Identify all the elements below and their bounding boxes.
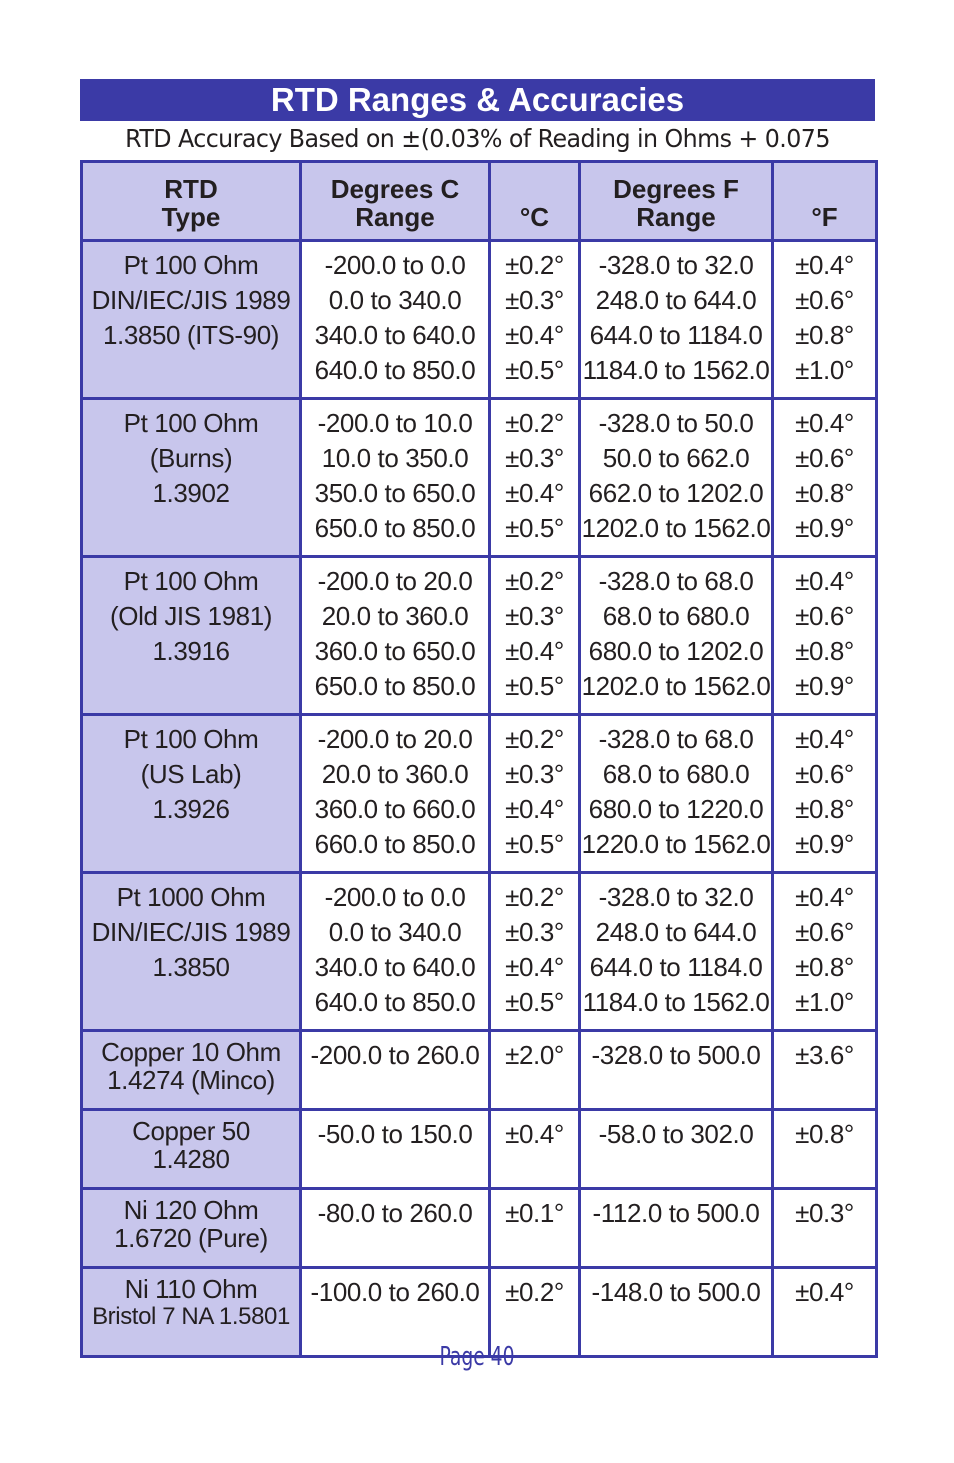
cell-line: ±0.9° bbox=[795, 671, 854, 701]
cell-line: ±0.8° bbox=[795, 636, 854, 666]
cell-line: ±0.4° bbox=[505, 636, 564, 666]
cell-line: -200.0 to 0.0 bbox=[324, 882, 466, 912]
cell-line: ±0.2° bbox=[505, 250, 564, 280]
cell-line: Pt 100 Ohm bbox=[123, 408, 259, 438]
cell-line: ±0.5° bbox=[505, 355, 564, 385]
cell-line: ±0.6° bbox=[795, 759, 854, 789]
cell-line: 1202.0 to 1562.0 bbox=[581, 671, 771, 701]
cell-line: ±0.3° bbox=[795, 1198, 854, 1228]
rtd-type-cell bbox=[82, 557, 301, 715]
accuracy-f-cell bbox=[773, 241, 877, 399]
rtd-type-cell bbox=[82, 1110, 301, 1189]
cell-line: 1.3916 bbox=[152, 636, 230, 666]
cell-line: 1202.0 to 1562.0 bbox=[581, 513, 771, 543]
degrees-f-range-cell bbox=[580, 1110, 773, 1189]
degrees-c-range-cell bbox=[301, 1031, 490, 1110]
cell-line: Bristol 7 NA 1.5801 bbox=[92, 1303, 290, 1330]
cell-line: ±2.0° bbox=[505, 1040, 564, 1070]
cell-line: 1184.0 to 1562.0 bbox=[582, 355, 770, 385]
cell-line: ±0.5° bbox=[505, 987, 564, 1017]
cell-line: -328.0 to 500.0 bbox=[591, 1040, 761, 1070]
cell-line: ±0.4° bbox=[505, 320, 564, 350]
cell-line: 1.3850 bbox=[152, 952, 230, 982]
cell-line: 680.0 to 1202.0 bbox=[588, 636, 764, 666]
cell-line: ±0.4° bbox=[795, 566, 854, 596]
cell-line: ±0.3° bbox=[505, 917, 564, 947]
cell-line: 68.0 to 680.0 bbox=[602, 759, 750, 789]
degrees-c-range-cell bbox=[301, 715, 490, 873]
cell-line: ±0.4° bbox=[505, 794, 564, 824]
cell-line: 1.6720 (Pure) bbox=[114, 1223, 268, 1253]
degrees-c-range-cell bbox=[301, 557, 490, 715]
cell-line: ±0.4° bbox=[795, 1277, 854, 1307]
cell-line: 660.0 to 850.0 bbox=[314, 829, 476, 859]
cell-line: 20.0 to 360.0 bbox=[321, 759, 469, 789]
cell-line: ±0.4° bbox=[795, 250, 854, 280]
cell-line: 20.0 to 360.0 bbox=[321, 601, 469, 631]
accuracy-c-cell bbox=[490, 1189, 580, 1268]
cell-line: ±0.8° bbox=[795, 1119, 854, 1149]
cell-line: ±0.1° bbox=[505, 1198, 564, 1228]
cell-line: ±0.5° bbox=[505, 671, 564, 701]
cell-line: 0.0 to 340.0 bbox=[328, 285, 462, 315]
cell-line: ±0.5° bbox=[505, 829, 564, 859]
cell-line: 340.0 to 640.0 bbox=[314, 952, 476, 982]
cell-line: Copper 50 bbox=[132, 1116, 250, 1146]
cell-line: 1.3902 bbox=[152, 478, 230, 508]
cell-line: ±0.4° bbox=[795, 724, 854, 754]
cell-line: ±0.3° bbox=[505, 285, 564, 315]
cell-line: 1.3926 bbox=[152, 794, 230, 824]
header-rtd-type: RTD Type bbox=[82, 162, 301, 241]
table-row bbox=[82, 1189, 877, 1268]
cell-line: ±0.6° bbox=[795, 601, 854, 631]
table-row bbox=[82, 557, 877, 715]
cell-line: 1.4274 (Minco) bbox=[107, 1065, 275, 1095]
rtd-type-cell bbox=[82, 241, 301, 399]
degrees-c-range-cell bbox=[301, 1110, 490, 1189]
table-row bbox=[82, 715, 877, 873]
cell-line: DIN/IEC/JIS 1989 bbox=[91, 917, 291, 947]
cell-line: (Old JIS 1981) bbox=[109, 601, 273, 631]
accuracy-c-cell bbox=[490, 557, 580, 715]
cell-line: ±0.2° bbox=[505, 566, 564, 596]
degrees-c-range-cell bbox=[301, 399, 490, 557]
accuracy-note: RTD Accuracy Based on ±(0.03% of Reading in Ohms + 0.075 bbox=[125, 124, 830, 153]
cell-line: ±0.8° bbox=[795, 952, 854, 982]
cell-line: -148.0 to 500.0 bbox=[591, 1277, 761, 1307]
cell-line: 340.0 to 640.0 bbox=[314, 320, 476, 350]
degrees-f-range-cell bbox=[580, 1189, 773, 1268]
rtd-type-cell bbox=[82, 399, 301, 557]
accuracy-f-cell bbox=[773, 557, 877, 715]
cell-line: ±0.5° bbox=[505, 513, 564, 543]
accuracy-f-cell bbox=[773, 399, 877, 557]
cell-line: 68.0 to 680.0 bbox=[602, 601, 750, 631]
cell-line: 680.0 to 1220.0 bbox=[588, 794, 764, 824]
rtd-type-cell bbox=[82, 873, 301, 1031]
accuracy-f-cell bbox=[773, 1189, 877, 1268]
accuracy-c-cell bbox=[490, 399, 580, 557]
cell-line: ±0.2° bbox=[505, 408, 564, 438]
cell-line: 360.0 to 660.0 bbox=[314, 794, 476, 824]
cell-line: ±0.9° bbox=[795, 513, 854, 543]
table-row bbox=[82, 1031, 877, 1110]
accuracy-c-cell bbox=[490, 715, 580, 873]
cell-line: ±0.4° bbox=[795, 882, 854, 912]
cell-line: (Burns) bbox=[149, 443, 233, 473]
cell-line: -100.0 to 260.0 bbox=[310, 1277, 480, 1307]
cell-line: 248.0 to 644.0 bbox=[595, 917, 757, 947]
cell-line: ±0.4° bbox=[505, 478, 564, 508]
cell-line: ±0.2° bbox=[505, 724, 564, 754]
rtd-ranges-table bbox=[80, 160, 878, 1358]
cell-line: ±0.8° bbox=[795, 478, 854, 508]
cell-line: -328.0 to 68.0 bbox=[598, 566, 754, 596]
cell-line: ±0.2° bbox=[505, 882, 564, 912]
cell-line: -58.0 to 302.0 bbox=[598, 1119, 754, 1149]
table-row bbox=[82, 399, 877, 557]
degrees-f-range-cell bbox=[580, 873, 773, 1031]
cell-line: ±1.0° bbox=[795, 987, 854, 1017]
cell-line: ±0.3° bbox=[505, 759, 564, 789]
degrees-c-range-cell bbox=[301, 241, 490, 399]
accuracy-c-cell bbox=[490, 1031, 580, 1110]
degrees-f-range-cell bbox=[580, 1031, 773, 1110]
cell-line: 0.0 to 340.0 bbox=[328, 917, 462, 947]
cell-line: -50.0 to 150.0 bbox=[317, 1119, 473, 1149]
cell-line: ±0.4° bbox=[795, 408, 854, 438]
degrees-c-range-cell bbox=[301, 873, 490, 1031]
cell-line: -328.0 to 32.0 bbox=[598, 882, 754, 912]
cell-line: ±0.4° bbox=[505, 952, 564, 982]
rtd-type-cell bbox=[82, 1031, 301, 1110]
degrees-f-range-cell bbox=[580, 399, 773, 557]
cell-line: -80.0 to 260.0 bbox=[317, 1198, 473, 1228]
header-accuracy-c: °C bbox=[490, 162, 580, 241]
degrees-f-range-cell bbox=[580, 557, 773, 715]
cell-line: ±0.6° bbox=[795, 917, 854, 947]
cell-line: -328.0 to 32.0 bbox=[598, 250, 754, 280]
degrees-f-range-cell bbox=[580, 715, 773, 873]
cell-line: 644.0 to 1184.0 bbox=[589, 320, 763, 350]
cell-line: 248.0 to 644.0 bbox=[595, 285, 757, 315]
cell-line: 644.0 to 1184.0 bbox=[589, 952, 763, 982]
cell-line: ±0.8° bbox=[795, 320, 854, 350]
accuracy-f-cell bbox=[773, 873, 877, 1031]
cell-line: 50.0 to 662.0 bbox=[602, 443, 750, 473]
cell-line: ±3.6° bbox=[795, 1040, 854, 1070]
cell-line: -328.0 to 50.0 bbox=[598, 408, 754, 438]
cell-line: -200.0 to 260.0 bbox=[310, 1040, 480, 1070]
cell-line: Pt 100 Ohm bbox=[123, 566, 259, 596]
cell-line: -200.0 to 10.0 bbox=[317, 408, 473, 438]
cell-line: -328.0 to 68.0 bbox=[598, 724, 754, 754]
page-title: RTD Ranges & Accuracies bbox=[80, 79, 875, 121]
cell-line: -112.0 to 500.0 bbox=[592, 1198, 760, 1228]
cell-line: 1.3850 (ITS-90) bbox=[102, 320, 280, 350]
cell-line: Pt 100 Ohm bbox=[123, 724, 259, 754]
cell-line: 1184.0 to 1562.0 bbox=[582, 987, 770, 1017]
cell-line: -200.0 to 20.0 bbox=[317, 566, 473, 596]
table-row bbox=[82, 1110, 877, 1189]
cell-line: -200.0 to 0.0 bbox=[324, 250, 466, 280]
header-degrees-c-range: Degrees C Range bbox=[301, 162, 490, 241]
cell-line: Ni 120 Ohm bbox=[123, 1195, 259, 1225]
cell-line: 10.0 to 350.0 bbox=[321, 443, 469, 473]
cell-line: Pt 1000 Ohm bbox=[116, 882, 266, 912]
cell-line: ±0.4° bbox=[505, 1119, 564, 1149]
header-accuracy-f: °F bbox=[773, 162, 877, 241]
accuracy-f-cell bbox=[773, 1031, 877, 1110]
rtd-type-cell bbox=[82, 1189, 301, 1268]
cell-line: ±0.8° bbox=[795, 794, 854, 824]
cell-line: ±0.3° bbox=[505, 443, 564, 473]
accuracy-c-cell bbox=[490, 1110, 580, 1189]
table-body bbox=[82, 241, 877, 1357]
table-row bbox=[82, 241, 877, 399]
cell-line: 1.4280 bbox=[152, 1144, 230, 1174]
accuracy-f-cell bbox=[773, 715, 877, 873]
cell-line: ±1.0° bbox=[795, 355, 854, 385]
cell-line: Copper 10 Ohm bbox=[101, 1037, 281, 1067]
cell-line: 650.0 to 850.0 bbox=[314, 671, 476, 701]
cell-line: DIN/IEC/JIS 1989 bbox=[91, 285, 291, 315]
cell-line: 662.0 to 1202.0 bbox=[588, 478, 764, 508]
table-header-row bbox=[82, 162, 877, 241]
table-row bbox=[82, 873, 877, 1031]
accuracy-c-cell bbox=[490, 873, 580, 1031]
rtd-type-cell bbox=[82, 715, 301, 873]
cell-line: ±0.2° bbox=[505, 1277, 564, 1307]
page-number: Page 40 bbox=[439, 1342, 515, 1372]
cell-line: 360.0 to 650.0 bbox=[314, 636, 476, 666]
degrees-f-range-cell bbox=[580, 241, 773, 399]
cell-line: ±0.6° bbox=[795, 443, 854, 473]
header-degrees-f-range: Degrees F Range bbox=[580, 162, 773, 241]
cell-line: Pt 100 Ohm bbox=[123, 250, 259, 280]
cell-line: 1220.0 to 1562.0 bbox=[581, 829, 771, 859]
cell-line: (US Lab) bbox=[140, 759, 242, 789]
cell-line: ±0.3° bbox=[505, 601, 564, 631]
cell-line: 350.0 to 650.0 bbox=[314, 478, 476, 508]
cell-line: 640.0 to 850.0 bbox=[314, 355, 476, 385]
cell-line: -200.0 to 20.0 bbox=[317, 724, 473, 754]
accuracy-f-cell bbox=[773, 1110, 877, 1189]
cell-line: Ni 110 Ohm bbox=[124, 1274, 258, 1304]
accuracy-c-cell bbox=[490, 241, 580, 399]
cell-line: 650.0 to 850.0 bbox=[314, 513, 476, 543]
cell-line: 640.0 to 850.0 bbox=[314, 987, 476, 1017]
degrees-c-range-cell bbox=[301, 1189, 490, 1268]
cell-line: ±0.6° bbox=[795, 285, 854, 315]
cell-line: ±0.9° bbox=[795, 829, 854, 859]
